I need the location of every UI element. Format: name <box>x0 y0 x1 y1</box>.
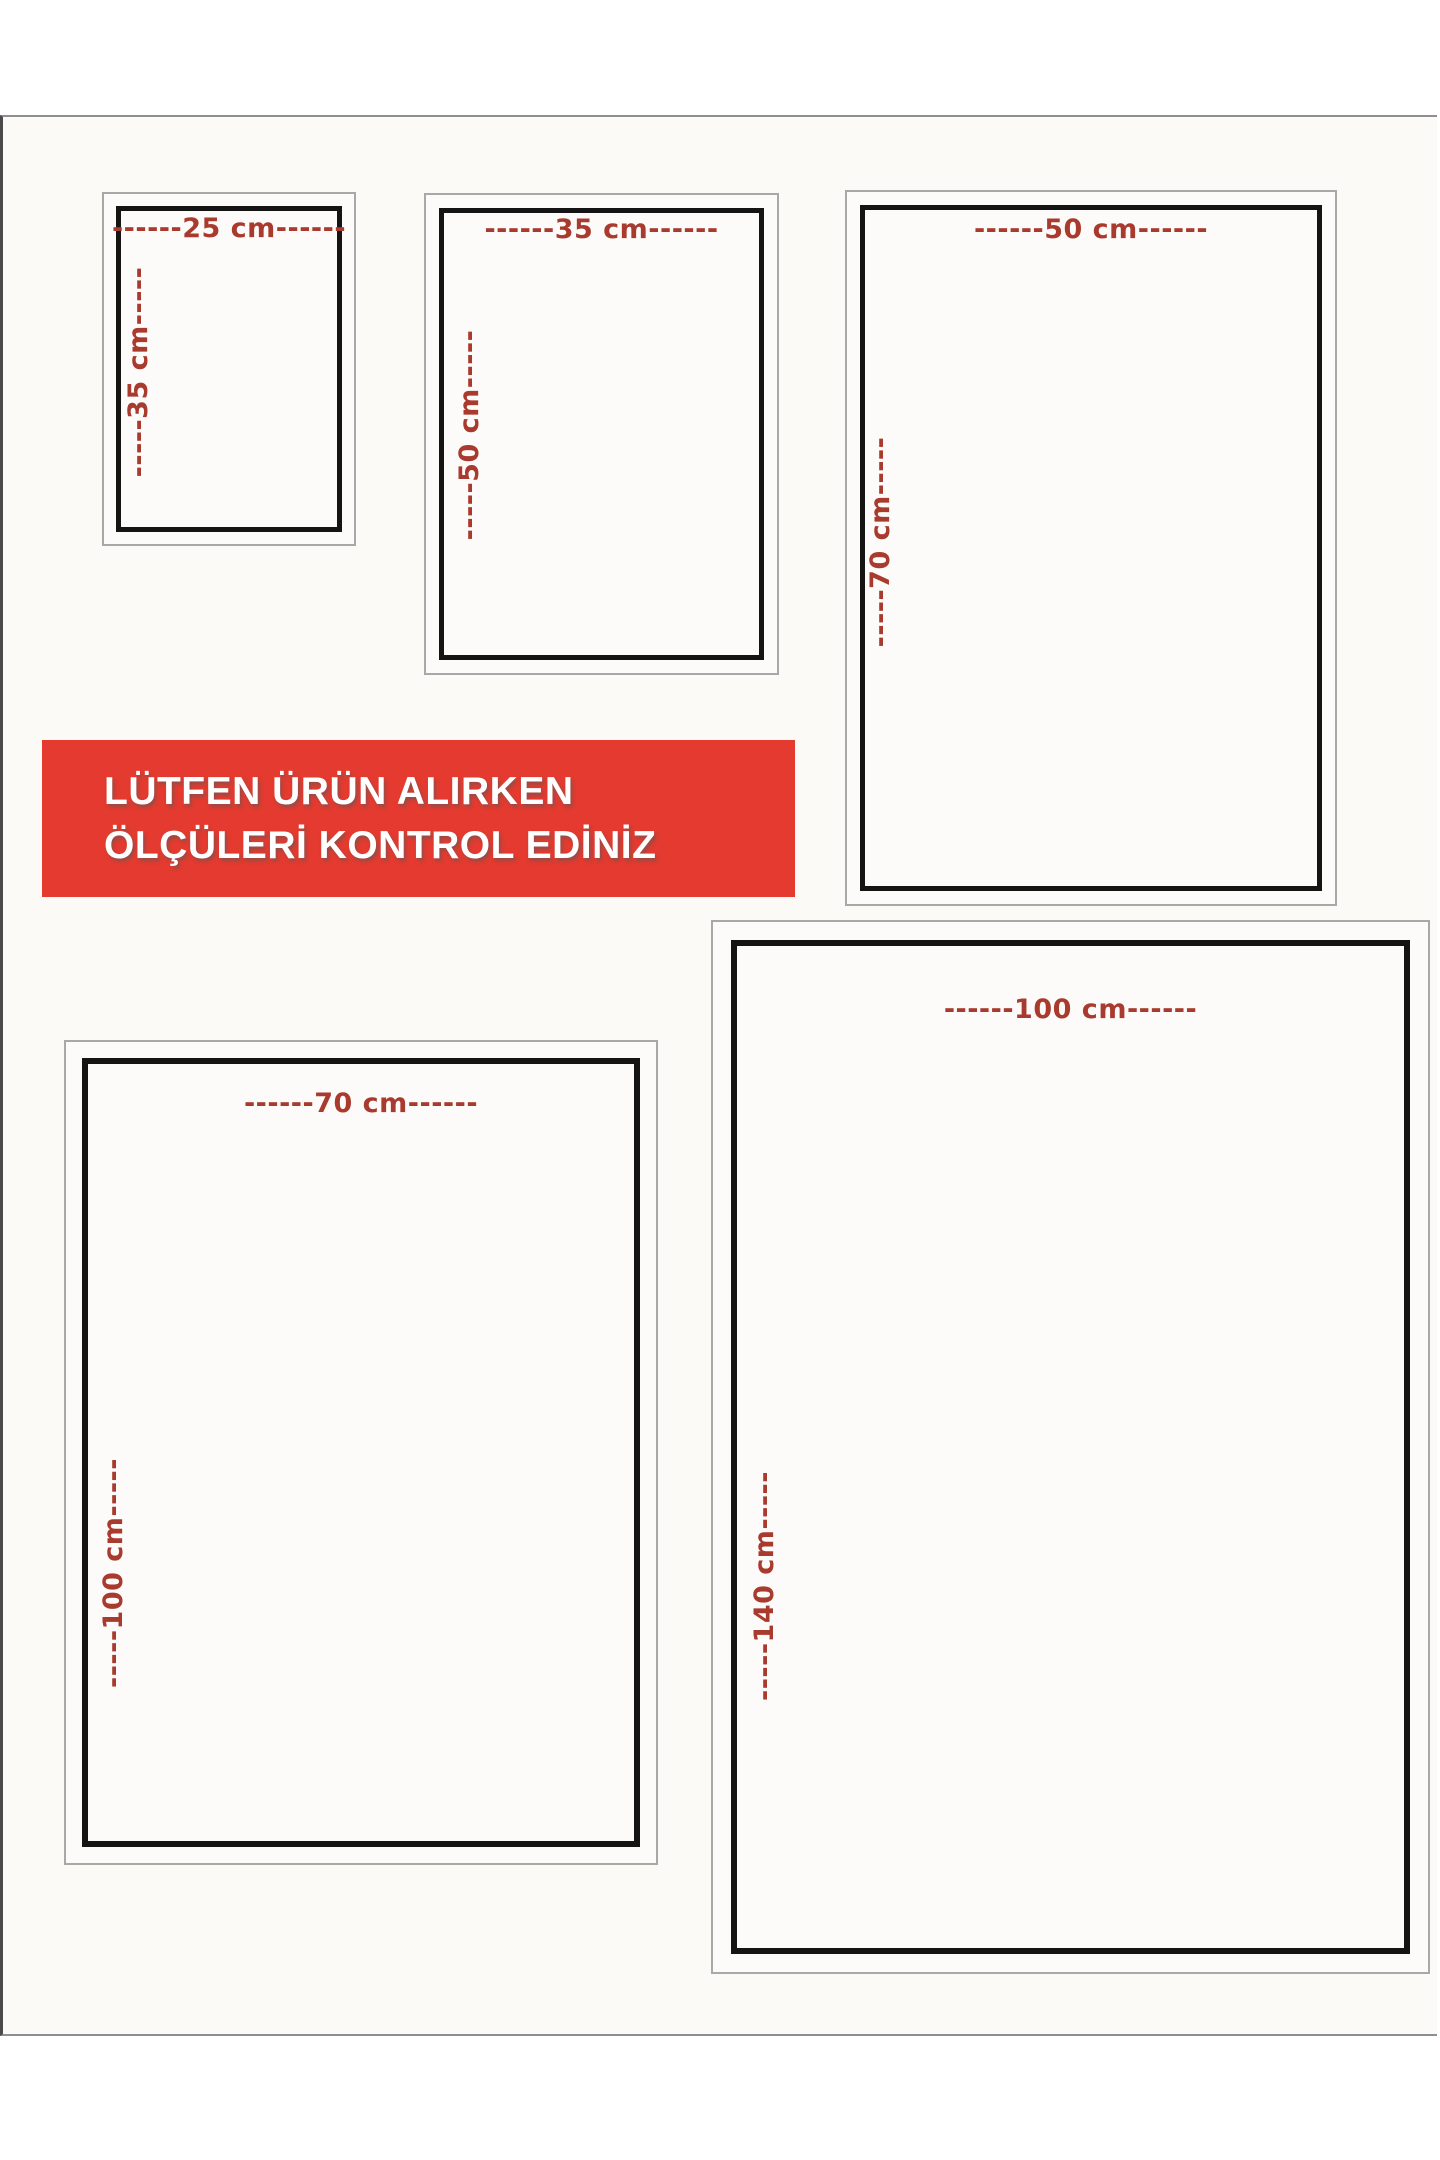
size-box-25x35 <box>102 192 356 546</box>
frame-border-35x50 <box>439 208 764 660</box>
height-label-140cm: -----140 cm----- <box>749 1471 780 1701</box>
size-box-100x140 <box>711 920 1430 1974</box>
size-box-35x50 <box>424 193 779 675</box>
height-label-35cm: -----35 cm----- <box>123 266 154 478</box>
frame-border-100x140 <box>731 940 1410 1954</box>
width-label-50cm: ------50 cm------ <box>973 214 1209 245</box>
width-label-25cm: ------25 cm------ <box>111 213 347 244</box>
warning-banner-line2: ÖLÇÜLERİ KONTROL EDİNİZ <box>104 823 657 867</box>
warning-banner-line1: LÜTFEN ÜRÜN ALIRKEN <box>104 769 574 813</box>
width-label-70cm: ------70 cm------ <box>243 1088 479 1119</box>
height-label-100cm: -----100 cm----- <box>98 1458 129 1688</box>
width-label-35cm: ------35 cm------ <box>484 214 719 245</box>
warning-banner <box>42 740 795 897</box>
height-label-50cm: -----50 cm----- <box>454 329 485 541</box>
size-box-70x100 <box>64 1040 658 1865</box>
width-label-100cm: ------100 cm------ <box>943 994 1198 1025</box>
frame-border-70x100 <box>82 1058 640 1847</box>
size-box-50x70 <box>845 190 1337 906</box>
frame-border-50x70 <box>860 205 1322 891</box>
height-label-70cm: -----70 cm----- <box>865 436 896 648</box>
